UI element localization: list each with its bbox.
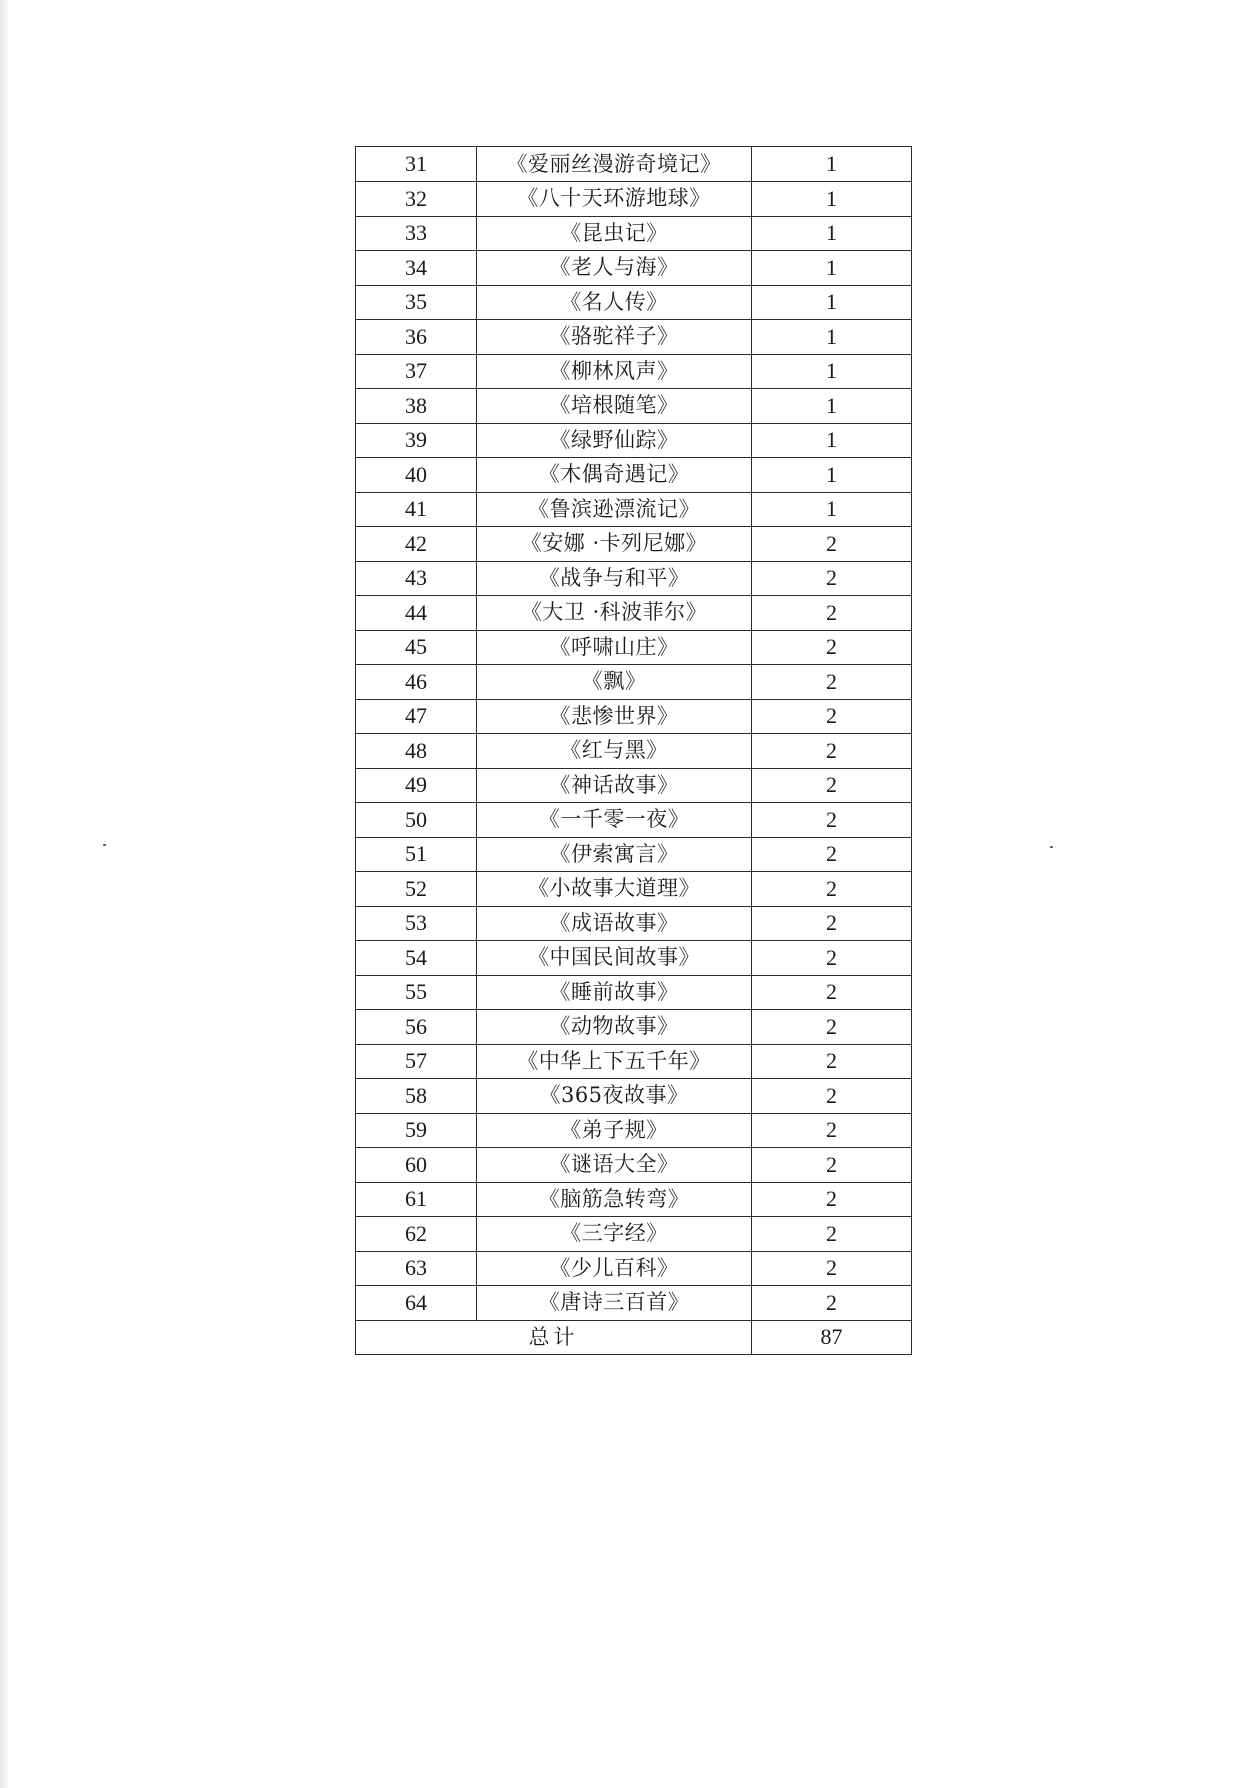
book-title-cell: 《唐诗三百首》 bbox=[477, 1286, 752, 1321]
table-row bbox=[356, 251, 912, 286]
book-count-cell: 1 bbox=[752, 458, 912, 493]
book-title-cell: 《365夜故事》 bbox=[477, 1079, 752, 1114]
table-row bbox=[356, 665, 912, 700]
book-title-cell: 《中华上下五千年》 bbox=[477, 1044, 752, 1079]
row-number-cell: 33 bbox=[356, 216, 477, 251]
row-number-cell: 61 bbox=[356, 1182, 477, 1217]
book-title-cell: 《安娜 ·卡列尼娜》 bbox=[477, 527, 752, 562]
table-row bbox=[356, 1217, 912, 1252]
table-row bbox=[356, 561, 912, 596]
table-row bbox=[356, 975, 912, 1010]
book-count-cell: 2 bbox=[752, 665, 912, 700]
book-count-cell: 2 bbox=[752, 872, 912, 907]
book-count-cell: 2 bbox=[752, 1010, 912, 1045]
table-row bbox=[356, 285, 912, 320]
book-count-cell: 2 bbox=[752, 699, 912, 734]
row-number-cell: 39 bbox=[356, 423, 477, 458]
book-count-cell: 2 bbox=[752, 1182, 912, 1217]
table-row bbox=[356, 1010, 912, 1045]
book-title-cell: 《木偶奇遇记》 bbox=[477, 458, 752, 493]
row-number-cell: 44 bbox=[356, 596, 477, 631]
book-title-cell: 《小故事大道理》 bbox=[477, 872, 752, 907]
table-row bbox=[356, 1251, 912, 1286]
book-count-cell: 2 bbox=[752, 1286, 912, 1321]
book-title-cell: 《骆驼祥子》 bbox=[477, 320, 752, 355]
table-row bbox=[356, 803, 912, 838]
total-value-cell: 87 bbox=[752, 1320, 912, 1355]
book-count-cell: 1 bbox=[752, 389, 912, 424]
table-row bbox=[356, 458, 912, 493]
book-count-cell: 1 bbox=[752, 492, 912, 527]
scan-speck bbox=[1050, 846, 1053, 848]
scan-speck bbox=[103, 844, 106, 846]
book-count-cell: 1 bbox=[752, 216, 912, 251]
book-title-cell: 《动物故事》 bbox=[477, 1010, 752, 1045]
book-count-cell: 2 bbox=[752, 596, 912, 631]
page-edge-shadow bbox=[0, 0, 10, 1788]
row-number-cell: 34 bbox=[356, 251, 477, 286]
table-row bbox=[356, 1286, 912, 1321]
book-count-cell: 2 bbox=[752, 1079, 912, 1114]
book-count-cell: 2 bbox=[752, 561, 912, 596]
book-list-table bbox=[355, 146, 912, 1355]
table-row bbox=[356, 906, 912, 941]
row-number-cell: 41 bbox=[356, 492, 477, 527]
table-row bbox=[356, 527, 912, 562]
row-number-cell: 56 bbox=[356, 1010, 477, 1045]
book-title-cell: 《谜语大全》 bbox=[477, 1148, 752, 1183]
row-number-cell: 54 bbox=[356, 941, 477, 976]
row-number-cell: 62 bbox=[356, 1217, 477, 1252]
row-number-cell: 55 bbox=[356, 975, 477, 1010]
row-number-cell: 35 bbox=[356, 285, 477, 320]
book-count-cell: 2 bbox=[752, 1044, 912, 1079]
row-number-cell: 51 bbox=[356, 837, 477, 872]
table-row bbox=[356, 1113, 912, 1148]
book-count-cell: 2 bbox=[752, 1148, 912, 1183]
table-row bbox=[356, 182, 912, 217]
table-row bbox=[356, 147, 912, 182]
book-count-cell: 2 bbox=[752, 941, 912, 976]
book-count-cell: 2 bbox=[752, 1251, 912, 1286]
book-count-cell: 1 bbox=[752, 251, 912, 286]
book-title-cell: 《飘》 bbox=[477, 665, 752, 700]
table-row bbox=[356, 216, 912, 251]
book-title-cell: 《八十天环游地球》 bbox=[477, 182, 752, 217]
row-number-cell: 53 bbox=[356, 906, 477, 941]
row-number-cell: 40 bbox=[356, 458, 477, 493]
table-row bbox=[356, 1079, 912, 1114]
book-count-cell: 2 bbox=[752, 1217, 912, 1252]
table-row bbox=[356, 872, 912, 907]
book-title-cell: 《绿野仙踪》 bbox=[477, 423, 752, 458]
total-row bbox=[356, 1320, 912, 1355]
book-title-cell: 《三字经》 bbox=[477, 1217, 752, 1252]
book-title-cell: 《成语故事》 bbox=[477, 906, 752, 941]
book-list-table-container bbox=[355, 146, 910, 1355]
book-title-cell: 《战争与和平》 bbox=[477, 561, 752, 596]
row-number-cell: 49 bbox=[356, 768, 477, 803]
table-row bbox=[356, 630, 912, 665]
table-row bbox=[356, 354, 912, 389]
book-title-cell: 《鲁滨逊漂流记》 bbox=[477, 492, 752, 527]
row-number-cell: 31 bbox=[356, 147, 477, 182]
row-number-cell: 59 bbox=[356, 1113, 477, 1148]
book-count-cell: 1 bbox=[752, 285, 912, 320]
book-title-cell: 《培根随笔》 bbox=[477, 389, 752, 424]
book-count-cell: 2 bbox=[752, 734, 912, 769]
table-row bbox=[356, 1044, 912, 1079]
book-count-cell: 1 bbox=[752, 182, 912, 217]
book-title-cell: 《老人与海》 bbox=[477, 251, 752, 286]
row-number-cell: 38 bbox=[356, 389, 477, 424]
book-title-cell: 《名人传》 bbox=[477, 285, 752, 320]
book-title-cell: 《中国民间故事》 bbox=[477, 941, 752, 976]
table-row bbox=[356, 837, 912, 872]
row-number-cell: 63 bbox=[356, 1251, 477, 1286]
book-count-cell: 2 bbox=[752, 803, 912, 838]
table-row bbox=[356, 941, 912, 976]
book-count-cell: 2 bbox=[752, 837, 912, 872]
table-row bbox=[356, 320, 912, 355]
book-count-cell: 2 bbox=[752, 975, 912, 1010]
row-number-cell: 36 bbox=[356, 320, 477, 355]
table-row bbox=[356, 1182, 912, 1217]
book-title-cell: 《神话故事》 bbox=[477, 768, 752, 803]
table-row bbox=[356, 1148, 912, 1183]
row-number-cell: 32 bbox=[356, 182, 477, 217]
book-count-cell: 1 bbox=[752, 423, 912, 458]
book-count-cell: 2 bbox=[752, 768, 912, 803]
book-count-cell: 2 bbox=[752, 906, 912, 941]
row-number-cell: 58 bbox=[356, 1079, 477, 1114]
row-number-cell: 47 bbox=[356, 699, 477, 734]
book-title-cell: 《悲惨世界》 bbox=[477, 699, 752, 734]
table-row bbox=[356, 389, 912, 424]
total-label-cell: 总计 bbox=[356, 1320, 752, 1355]
book-title-cell: 《少儿百科》 bbox=[477, 1251, 752, 1286]
row-number-cell: 46 bbox=[356, 665, 477, 700]
table-row bbox=[356, 492, 912, 527]
book-count-cell: 1 bbox=[752, 320, 912, 355]
table-row bbox=[356, 596, 912, 631]
table-row bbox=[356, 734, 912, 769]
row-number-cell: 50 bbox=[356, 803, 477, 838]
book-count-cell: 2 bbox=[752, 527, 912, 562]
book-count-cell: 1 bbox=[752, 354, 912, 389]
row-number-cell: 60 bbox=[356, 1148, 477, 1183]
book-title-cell: 《红与黑》 bbox=[477, 734, 752, 769]
row-number-cell: 57 bbox=[356, 1044, 477, 1079]
book-title-cell: 《爱丽丝漫游奇境记》 bbox=[477, 147, 752, 182]
book-count-cell: 1 bbox=[752, 147, 912, 182]
book-title-cell: 《弟子规》 bbox=[477, 1113, 752, 1148]
row-number-cell: 45 bbox=[356, 630, 477, 665]
book-count-cell: 2 bbox=[752, 1113, 912, 1148]
book-title-cell: 《睡前故事》 bbox=[477, 975, 752, 1010]
row-number-cell: 52 bbox=[356, 872, 477, 907]
row-number-cell: 48 bbox=[356, 734, 477, 769]
table-row bbox=[356, 699, 912, 734]
book-title-cell: 《一千零一夜》 bbox=[477, 803, 752, 838]
row-number-cell: 43 bbox=[356, 561, 477, 596]
book-count-cell: 2 bbox=[752, 630, 912, 665]
book-title-cell: 《大卫 ·科波菲尔》 bbox=[477, 596, 752, 631]
book-title-cell: 《柳林风声》 bbox=[477, 354, 752, 389]
table-row bbox=[356, 768, 912, 803]
book-title-cell: 《伊索寓言》 bbox=[477, 837, 752, 872]
book-title-cell: 《昆虫记》 bbox=[477, 216, 752, 251]
book-title-cell: 《呼啸山庄》 bbox=[477, 630, 752, 665]
table-row bbox=[356, 423, 912, 458]
row-number-cell: 37 bbox=[356, 354, 477, 389]
table-body bbox=[356, 147, 912, 1355]
book-title-cell: 《脑筋急转弯》 bbox=[477, 1182, 752, 1217]
row-number-cell: 64 bbox=[356, 1286, 477, 1321]
row-number-cell: 42 bbox=[356, 527, 477, 562]
